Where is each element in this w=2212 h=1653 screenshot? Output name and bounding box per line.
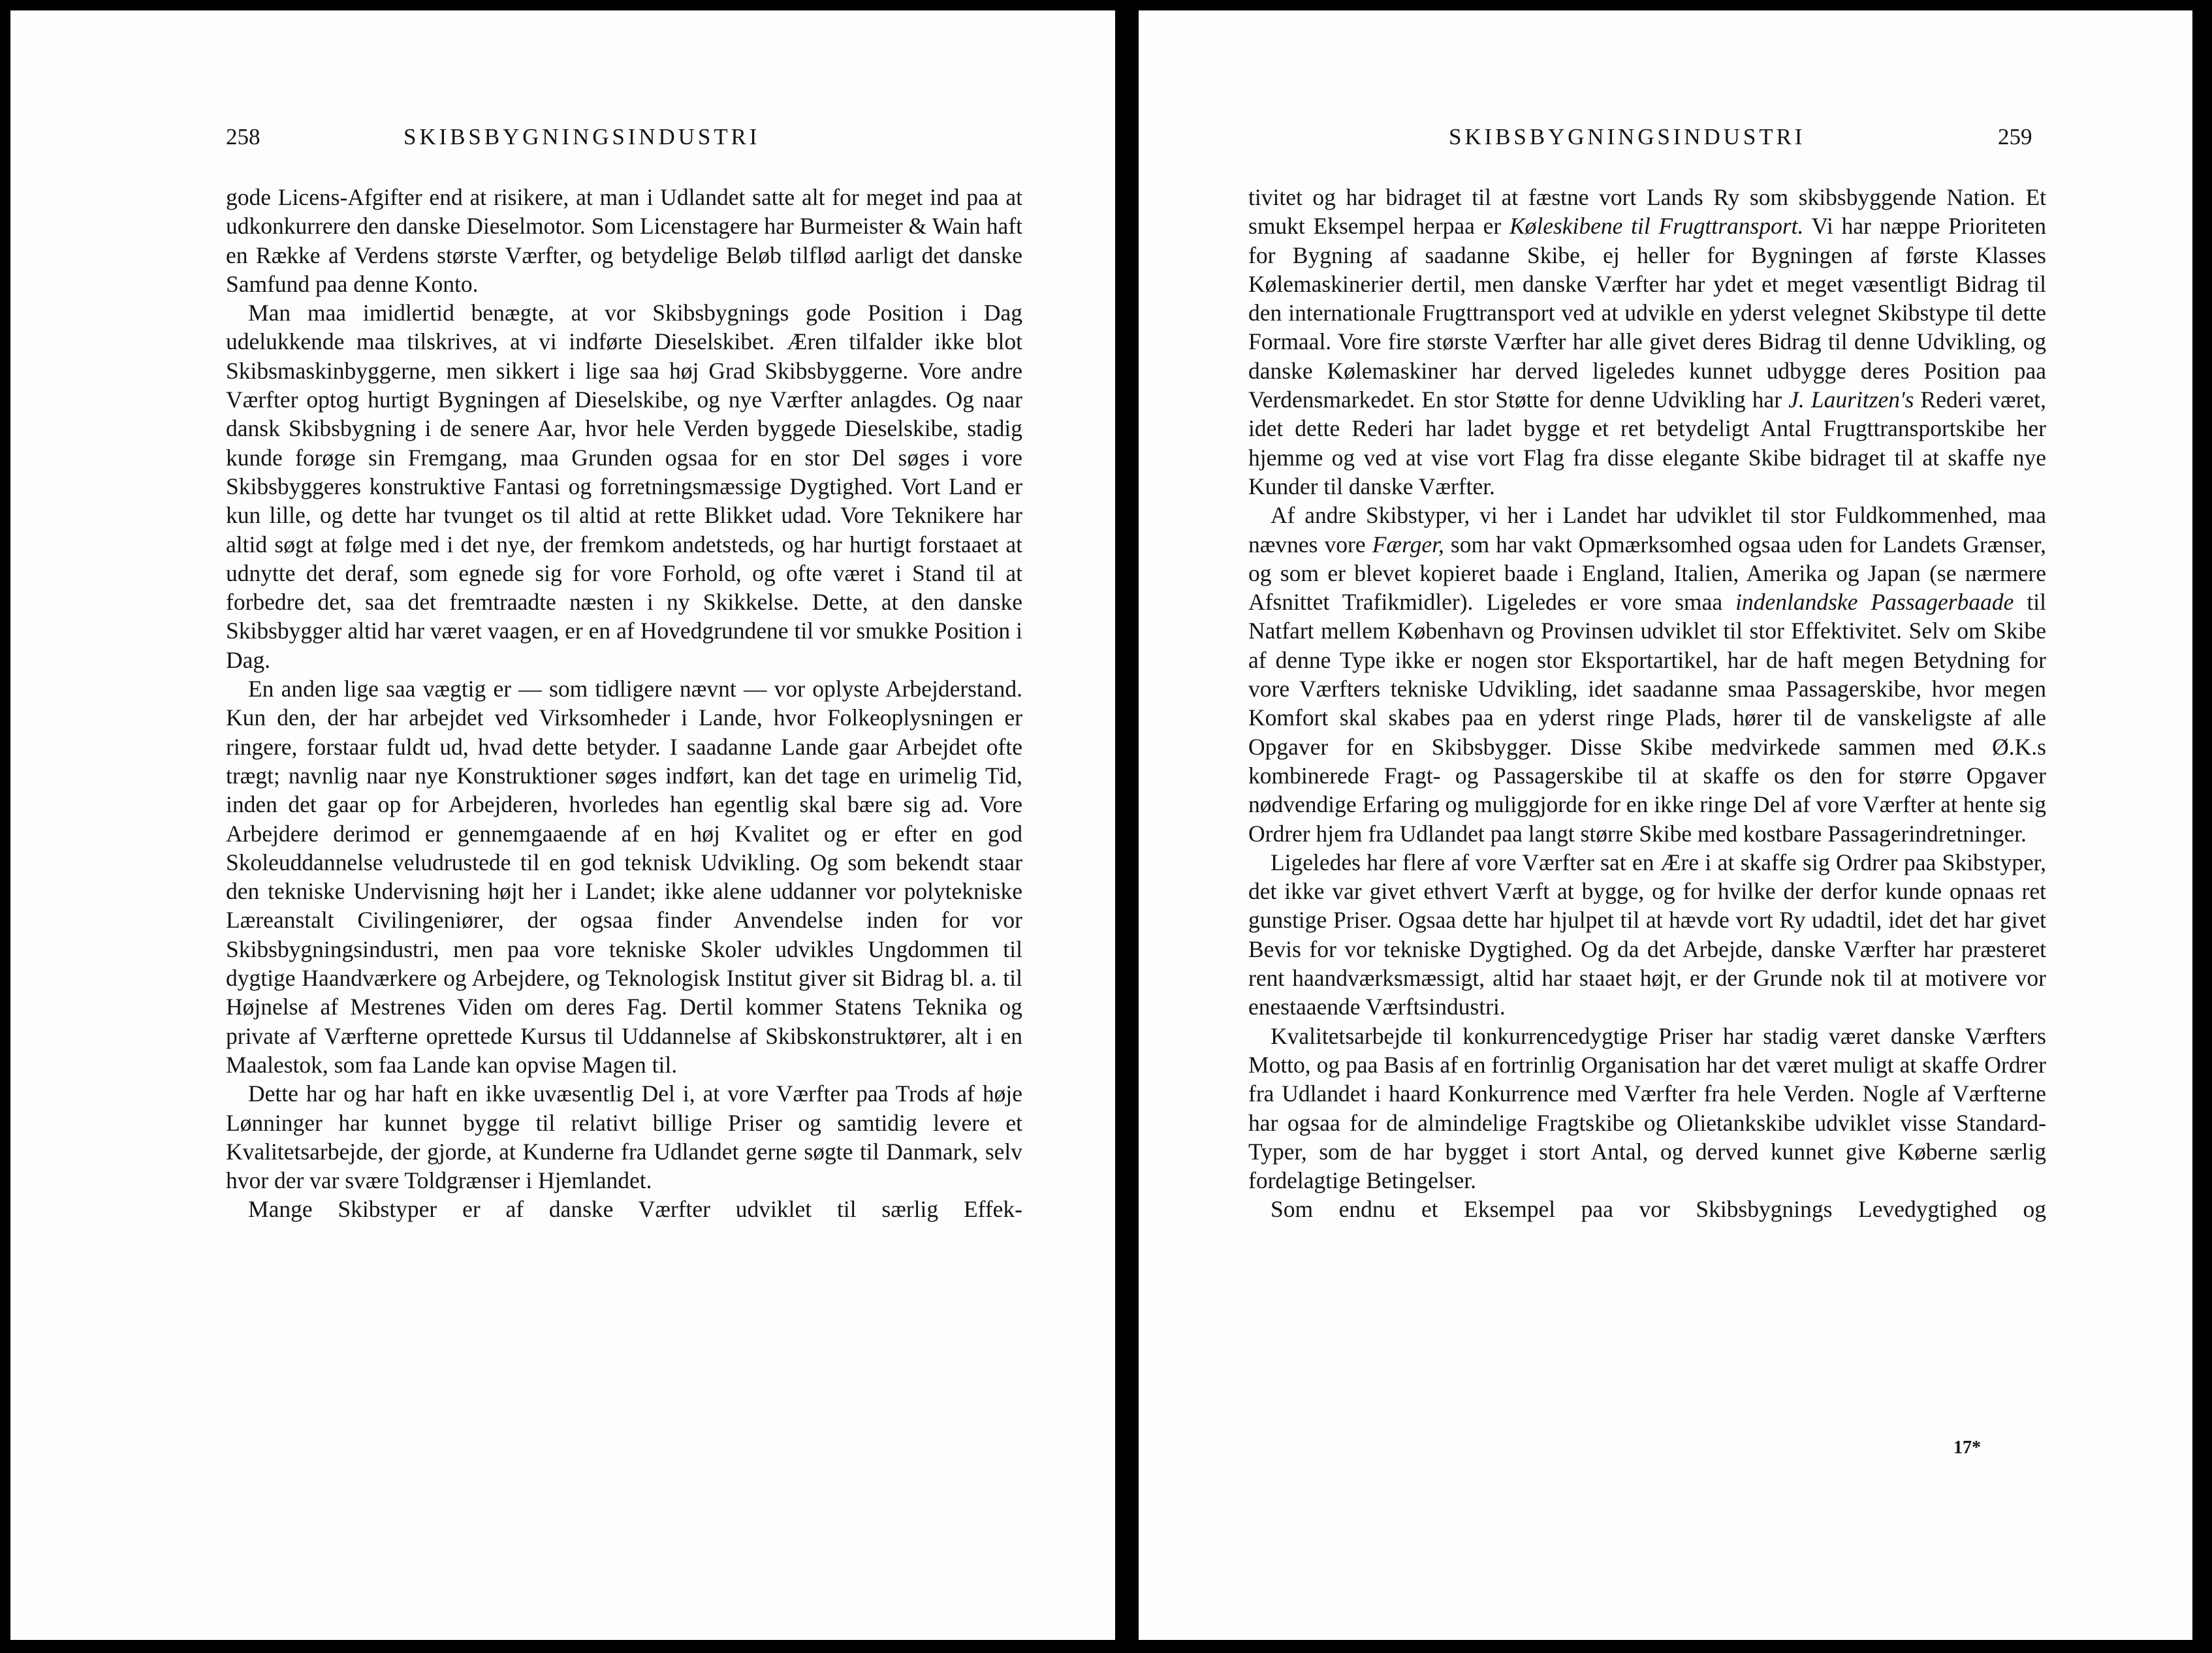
- paragraph: [1248, 501, 2046, 848]
- italic-term: Færger,: [1372, 531, 1444, 558]
- left-page: [10, 10, 1115, 1640]
- paragraph: Man maa imidlertid benægte, at vor Skibsbygnings gode Position i Dag udelukkende maa tilskrives, at vi indførte Dieselskibet. Æren tilfalder ikke blot Skibsmaskinbyggerne, men sikkert i lige saa høj Grad Skibsbyggerne. Vore andre Værfter optog hurtigt Bygningen af Dieselskibe, og nye Værfter anlagdes. Og naar dansk Skibsbygning i de senere Aar, hvor hele Verden byggede Dieselskibe, stadig kunde forøge sin Fremgang, maa Grunden ogsaa for en stor Del søges i vore Skibsbyggeres konstruktive Fantasi og forretningsmæssige Dygtighed. Vort Land er kun lille, og dette har tvunget os til altid at rette Blikket udad. Vore Teknikere har altid søgt at følge med i det nye, der fremkom andetsteds, og har hurtigt forstaaet at udnytte det deraf, som egnede sig for vore Forhold, og ofte været i Stand til at forbedre det, saa det fremtraadte næsten i ny Skikkelse. Dette, at den danske Skibsbygger altid har været vaagen, er en af Hovedgrundene til vor smukke Position i Dag.: [226, 300, 1022, 673]
- text-run: til Natfart mellem København og Provinsen udviklet til stor Effektivitet. Selv om Skibe af denne Type ikke er nogen stor Eksportartikel, har de haft megen Betydning for vore Værfters tekniske Udvikling, idet saadanne smaa Passagerskibe, hvor megen Komfort skal skabes paa en yderst ringe Plads, hører til de vanskeligste af alle Opgaver for en Skibsbygger. Disse Skibe medvirkede sammen med Ø.K.s kombinerede Fragt- og Passagerskibe til at skaffe os den for større Opgaver nødvendige Erfaring og muliggjorde for en ikke ringe Del af vore Værfter at hente sig Ordrer hjem fra Udlandet paa langt større Skibe med kostbare Passagerindretninger.: [1248, 589, 2046, 847]
- paragraph: Ligeledes har flere af vore Værfter sat en Ære i at skaffe sig Ordrer paa Skibstyper, det ikke var givet ethvert Værft at bygge, og for hvilke der derfor kunde opnaas ret gunstige Priser. Ogsaa dette har hjulpet til at hævde vort Ry udadtil, idet det har givet Bevis for vor tekniske Dygtighed. Og da det Arbejde, danske Værfter har præsteret rent haandværksmæssigt, altid har staaet højt, er der Grunde nok til at motivere vor enestaaende Værftsindustri.: [1248, 849, 2046, 1020]
- paragraph: Dette har og har haft en ikke uvæsentlig Del i, at vore Værfter paa Trods af høje Lønninger har kunnet bygge til relativt billige Priser og samtidig levere et Kvalitetsarbejde, der gjorde, at Kunderne fra Udlandet gerne søgte til Danmark, selv hvor der var svære Toldgrænser i Hjemlandet.: [226, 1080, 1022, 1194]
- text-run: Af andre Skibstyper, vi her i Landet har udviklet til stor Fuldkommenhed, maa nævnes vore: [1248, 502, 2046, 558]
- page-number: 258: [226, 124, 261, 150]
- paragraph: gode Licens-Afgifter end at risikere, at man i Udlandet satte alt for meget ind paa at udkonkurrere den danske Dieselmotor. Som Licenstagere har Burmeister & Wain haft en Række af Verdens største Værfter, og betydelige Beløb tilflød aarligt det danske Samfund paa denne Konto.: [226, 184, 1022, 297]
- body-text: [226, 183, 1022, 1224]
- paragraph: Som endnu et Eksempel paa vor Skibsbygnings Levedygtighed og: [1271, 1196, 2046, 1223]
- paragraph: Mange Skibstyper er af danske Værfter udviklet til særlig Effek-: [248, 1196, 1022, 1223]
- text-run: Rederi været, idet dette Rederi har ladet bygge et ret betydeligt Antal Frugttransportskibe her hjemme og ved at vise vort Flag fra disse elegante Skibe bidraget til at skaffe nye Kunder til danske Værfter.: [1248, 386, 2047, 499]
- running-head: SKIBSBYGNINGSINDUSTRI: [403, 124, 761, 150]
- italic-term: Køleskibene til Frugttransport.: [1509, 213, 1804, 240]
- right-page: [1139, 10, 2192, 1640]
- italic-term: indenlandske Passagerbaade: [1735, 589, 2014, 616]
- text-run: Vi har næppe Prioriteten for Bygning af saadanne Skibe, ej heller for Bygningen af første Klasses Kølemaskinerier dertil, men danske Værfter har ydet et meget væsentligt Bidrag til den internationale Frugttransport ved at udvikle en yderst velegnet Skibstype til dette Formaal. Vore fire største Værfter har alle givet deres Bidrag til denne Udvikling, og danske Kølemaskiner har derved ligeledes kunnet udbygge deres Position paa Verdensmarkedet. En stor Støtte for denne Udvikling har: [1248, 213, 2047, 413]
- page-number: 259: [1998, 124, 2032, 150]
- italic-term: J. Lauritzen's: [1788, 386, 1914, 413]
- paragraph: [1248, 183, 2046, 501]
- body-text: [1248, 183, 2046, 1224]
- text-run: tivitet og har bidraget til at fæstne vort Lands Ry som skibsbyggende Nation. Et smukt Eksempel herpaa er: [1248, 184, 2046, 240]
- paragraph: Kvalitetsarbejde til konkurrencedygtige Priser har stadig været danske Værfters Motto, og paa Basis af en fortrinlig Organisation har det været muligt at skaffe Ordrer fra Udlandet i haard Konkurrence med Værfter fra hele Verden. Nogle af Værfterne har ogsaa for de almindelige Fragtskibe og Olietankskibe udviklet visse Standard-Typer, som de har bygget i stort Antal, og derved kunnet give Køberne særlig fordelagtige Betingelser.: [1248, 1022, 2046, 1194]
- text-run: som har vakt Opmærksomhed ogsaa uden for Landets Grænser, og som er blevet kopieret baade i England, Italien, Amerika og Japan (se nærmere Afsnittet Trafikmidler). Ligeledes er vore smaa: [1248, 531, 2046, 616]
- paragraph: En anden lige saa vægtig er — som tidligere nævnt — vor oplyste Arbejderstand. Kun den, der har arbejdet ved Virksomheder i Lande, hvor Folkeoplysningen er ringere, forstaar fuldt ud, hvad dette betyder. I saadanne Lande gaar Arbejdet ofte trægt; navnlig naar nye Konstruktioner søges indført, kan det tage en urimelig Tid, inden det gaar op for Arbejderen, hvorledes han egentlig skal bære sig ad. Vore Arbejdere derimod er gennemgaaende af en høj Kvalitet og er efter en god Skoleuddannelse veludrustede til en god teknisk Udvikling. Og som bekendt staar den tekniske Undervisning højt her i Landet; ikke alene uddanner vor polytekniske Læreanstalt Civilingeniører, der ogsaa finder Anvendelse inden for vor Skibsbygningsindustri, men paa vore tekniske Skoler udvikles Ungdommen til dygtige Haandværkere og Arbejdere, og Teknologisk Institut giver sit Bidrag bl. a. til Højnelse af Mestrenes Viden om deres Fag. Dertil kommer Statens Teknika og private af Værfterne oprettede Kursus til Uddannelse af Skibskonstruktører, alt i en Maalestok, som faa Lande kan opvise Magen til.: [226, 676, 1022, 1078]
- running-head: SKIBSBYGNINGSINDUSTRI: [1449, 124, 1806, 150]
- signature-mark: 17*: [1953, 1438, 1981, 1458]
